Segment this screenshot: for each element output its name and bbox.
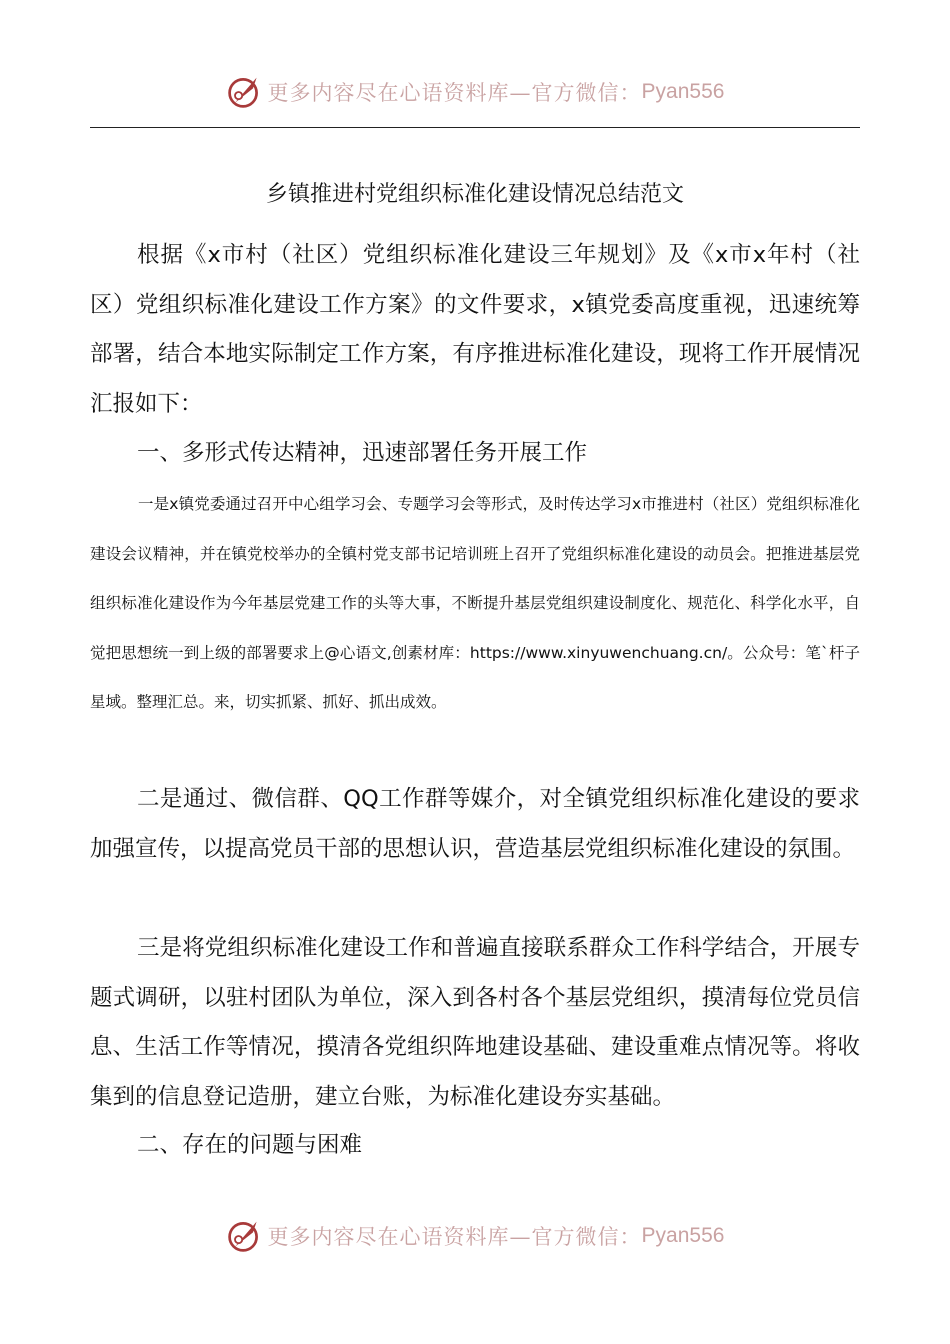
quill-logo-icon xyxy=(226,74,262,110)
header-divider xyxy=(90,127,860,128)
section-heading-1: 一、多形式传达精神，迅速部署任务开展工作 xyxy=(137,440,588,466)
quill-logo-icon xyxy=(226,1218,262,1254)
watermark-text: 更多内容尽在心语资料库—官方微信： xyxy=(267,81,642,105)
watermark-wechat-id: Pyan556 xyxy=(641,80,725,103)
footer-watermark xyxy=(0,1214,950,1258)
paragraph-1: 一是x镇党委通过召开中心组学习会、专题学习会等形式，及时传达学习x市推进村（社区）党组织标准化建设会议精神，并在镇党校举办的全镇村党支部书记培训班上召开了党组织标准化建设的动员会。把推进基层党组织标准化建设作为今年基层党建工作的头等大事，不断提升基层党组织建设制度化、规范化、科学化水平，自觉把思想统一到上级的部署要求上@心语文,创素材库：https://www.xinyuwenchuang.cn/。公众号：笔`杆子星域。整理汇总。来，切实抓紧、抓好、抓出成效。 xyxy=(90,495,860,711)
paragraph-2: 二是通过、微信群、QQ工作群等媒介，对全镇党组织标准化建设的要求加强宣传，以提高党员干部的思想认识，营造基层党组织标准化建设的氛围。 xyxy=(90,786,860,862)
watermark-wechat-id: Pyan556 xyxy=(641,1224,725,1247)
watermark-text: 更多内容尽在心语资料库—官方微信： xyxy=(267,1225,642,1249)
intro-paragraph: 根据《x市村（社区）党组织标准化建设三年规划》及《x市x年村（社区）党组织标准化建设工作方案》的文件要求，x镇党委高度重视，迅速统筹部署，结合本地实际制定工作方案，有序推进标准化建设，现将工作开展情况汇报如下： xyxy=(90,242,860,417)
header-watermark xyxy=(0,70,950,114)
paragraph-3: 三是将党组织标准化建设工作和普遍直接联系群众工作科学结合，开展专题式调研，以驻村团队为单位，深入到各村各个基层党组织，摸清每位党员信息、生活工作等情况，摸清各党组织阵地建设基础、建设重难点情况等。将收集到的信息登记造册，建立台账，为标准化建设夯实基础。 xyxy=(90,935,860,1110)
section-heading-2: 二、存在的问题与困难 xyxy=(137,1132,363,1158)
document-title: 乡镇推进村党组织标准化建设情况总结范文 xyxy=(265,182,684,207)
